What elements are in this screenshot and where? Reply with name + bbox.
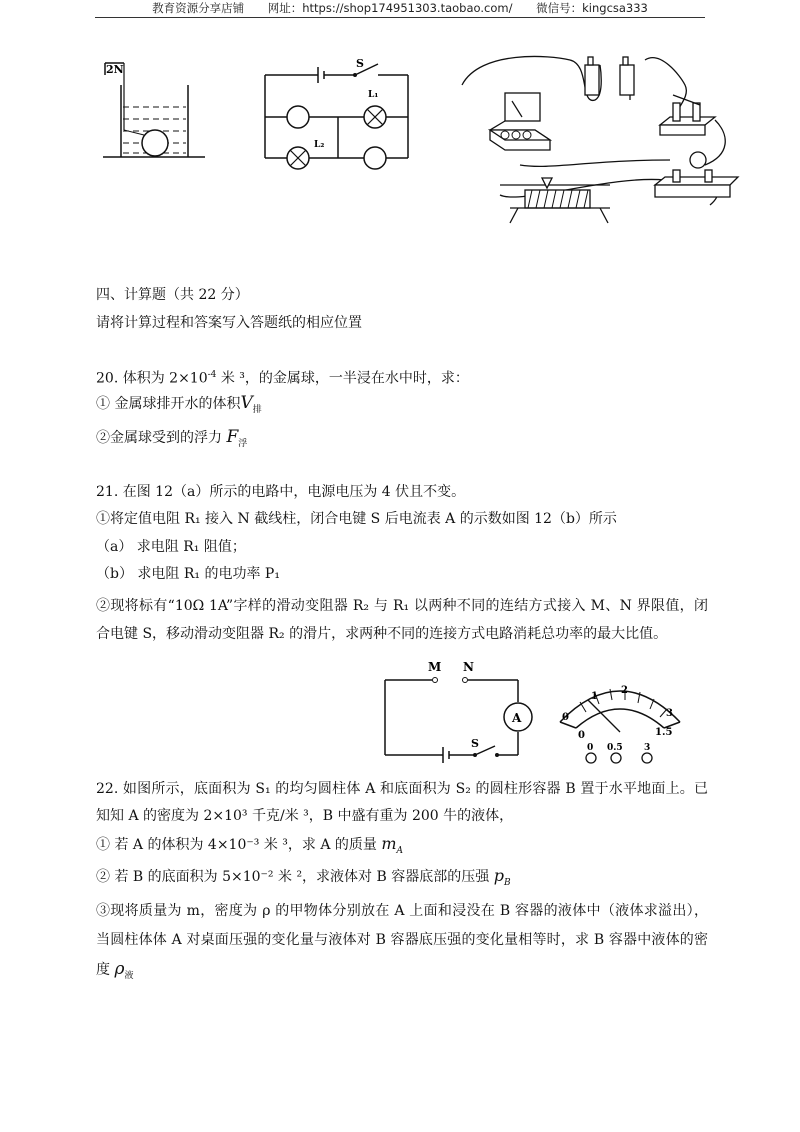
terminal-3-label: 3: [644, 743, 651, 753]
q20-stem: 20. 体积为 $2\times 10^{-4}$ 米 ³，的金属球，一半浸在水中时，求：: [96, 370, 469, 387]
dial-lower-1-5: 1.5: [655, 727, 673, 738]
section-instruction: 请将计算过程和答案写入答题纸的相应位置: [96, 315, 362, 331]
q22-part3: ③现将质量为 m，密度为 ρ 的甲物体分别放在 A 上面和浸没在 B 容器的液体中（液体求溢出），当圆柱体体 A 对桌面压强的变化量与液体对 B 容器底压强的变化量相等时，求 B 容器中液体的密度 $\rho_液$: [96, 903, 708, 981]
q22-part1: ① 若 A 的体积为 4×10⁻³ 米 ³，求 A 的质量 $m_A$: [96, 834, 404, 856]
q22-part2: ② 若 B 的底面积为 5×10⁻² 米 ²，求液体对 B 容器底部的压强 $p_B$: [96, 866, 511, 888]
fig12b-ammeter-dial: [550, 672, 690, 768]
meter-circle-right-bottom: [364, 147, 386, 169]
terminal-m-label: M: [428, 660, 442, 674]
fig12a-switch-label: S: [471, 737, 479, 750]
ammeter-label: A: [512, 711, 522, 725]
terminal-0-label: 0: [587, 743, 594, 753]
q22-stem: 22. 如图所示，底面积为 S₁ 的均匀圆柱体 A 和底面积为 S₂ 的圆柱形容器 B 置于水平地面上。已知知 A 的密度为 2×10³ 千克/米 ³，B 中盛有重为 200 牛的液体，: [96, 781, 708, 824]
apparatus-figure: [460, 45, 750, 230]
q21-part1: ①将定值电阻 R₁ 接入 N 截线柱，闭合电键 S 后电流表 A 的示数如图 12（b）所示: [96, 511, 617, 527]
dial-upper-2: 2: [621, 685, 628, 696]
q21-part2: ②现将标有“10Ω 1A”字样的滑动变阻器 R₂ 与 R₁ 以两种不同的连结方式接入 M、N 界限值，闭合电键 S，移动滑动变阻器 R₂ 的滑片，求两种不同的连接方式电路消耗总功率的最大比值。: [96, 598, 708, 642]
header-url: 网址：https://shop174951303.taobao.com/: [267, 1, 513, 15]
page-header: [95, 0, 705, 18]
beaker-figure: [100, 55, 210, 165]
q21-part1a: （a） 求电阻 R₁ 阻值；: [96, 539, 246, 555]
lamp-l1-label: L₁: [368, 90, 379, 100]
terminal-n-label: N: [463, 660, 474, 674]
switch-label: S: [356, 57, 364, 70]
beaker-force-label: 2N: [106, 63, 124, 76]
lamp-circuit-figure: [260, 55, 420, 175]
meter-circle-left-top: [287, 106, 309, 128]
dial-upper-1: 1: [591, 691, 598, 702]
section-title: 四、计算题（共 22 分）: [96, 287, 249, 303]
q20-part1: ① 金属球排开水的体积$V_排$: [96, 393, 262, 415]
terminal-0-5-label: 0.5: [607, 743, 623, 753]
dial-lower-0: 0: [578, 730, 585, 741]
lamp-l2-label: L₂: [314, 140, 325, 150]
q21-part1b: （b） 求电阻 R₁ 的电功率 P₁: [96, 566, 280, 582]
fig12a-circuit: [375, 655, 545, 765]
dial-upper-0: 0: [562, 712, 569, 723]
dial-upper-3: 3: [666, 708, 673, 719]
metal-ball: [142, 130, 168, 156]
header-wechat: 微信号：kingcsa333: [536, 1, 648, 15]
header-shop-name: 教育资源分享店铺: [152, 1, 245, 15]
q20-part2: ②金属球受到的浮力 $F_浮$: [96, 427, 248, 449]
q21-stem: 21. 在图 12（a）所示的电路中，电源电压为 4 伏且不变。: [96, 484, 466, 500]
